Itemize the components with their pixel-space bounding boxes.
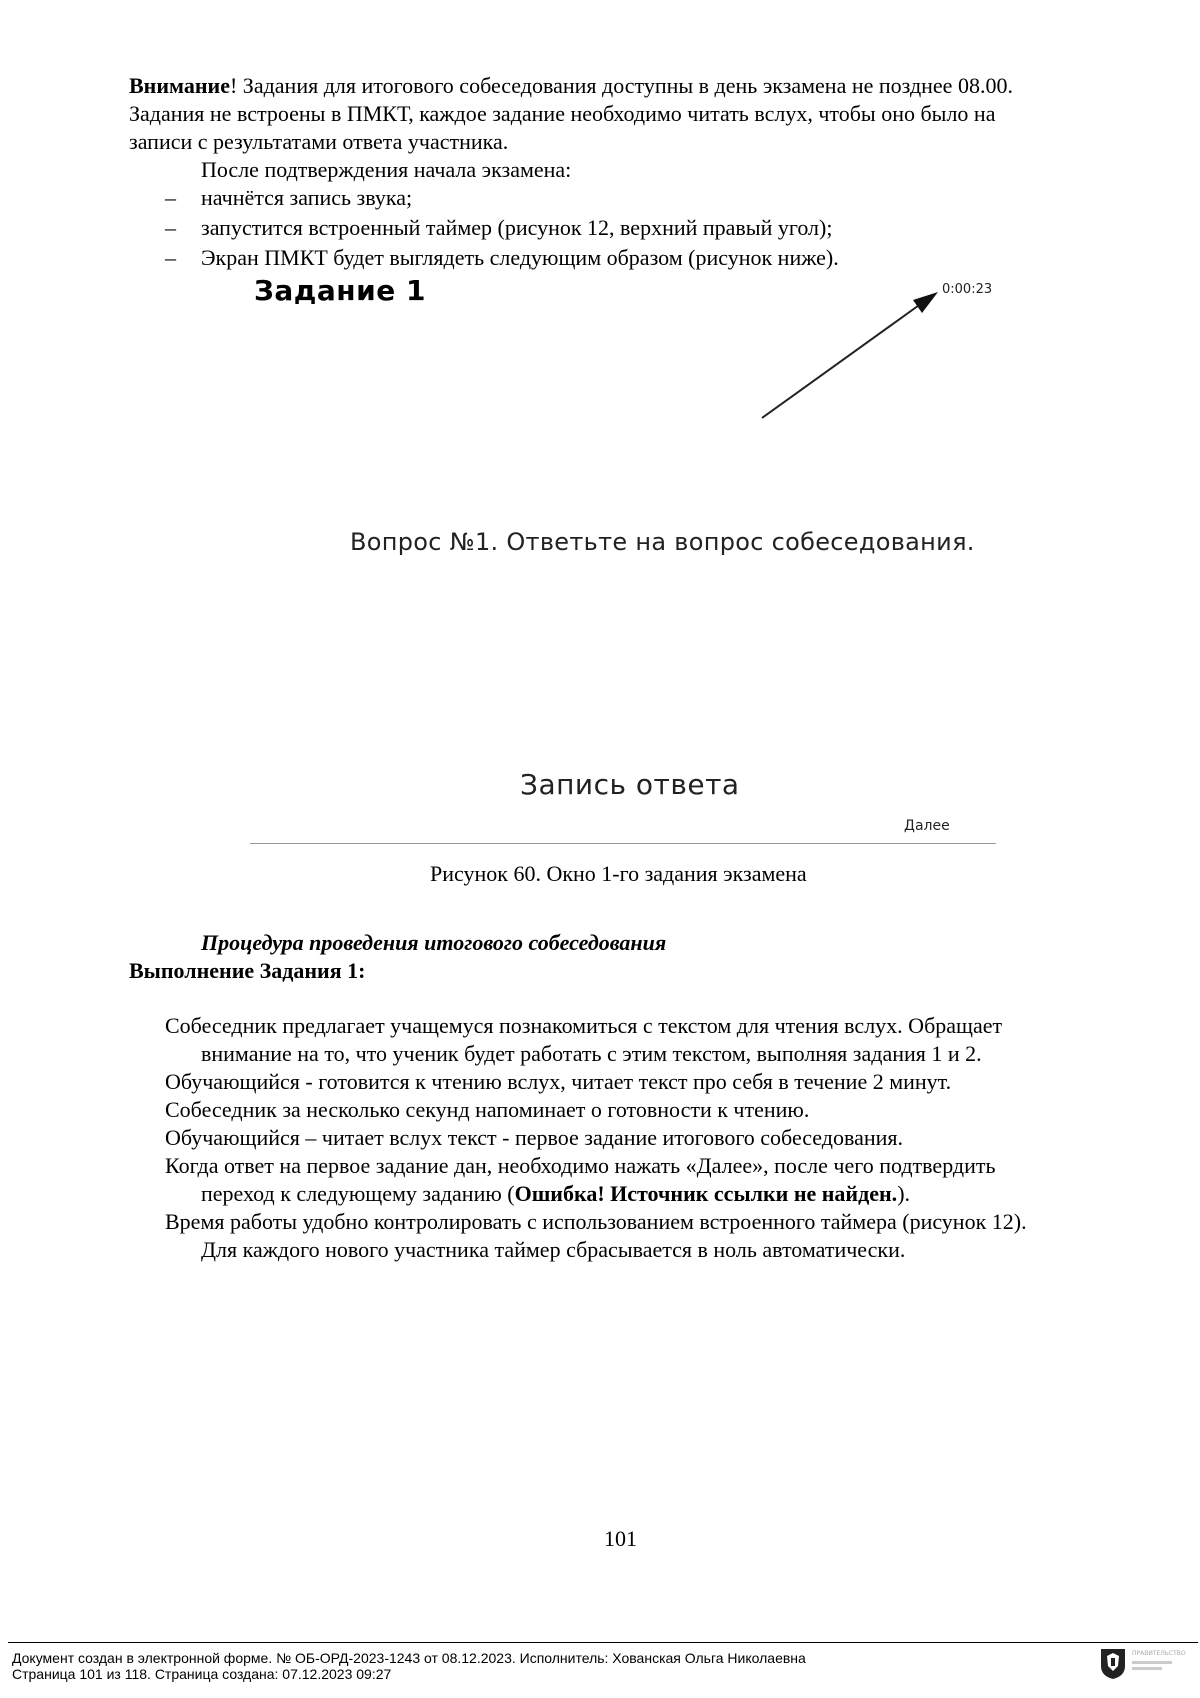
bullet-item: Экран ПМКТ будет выглядеть следующим образом (рисунок ниже). (201, 245, 839, 270)
bullet-item: начнётся запись звука; (201, 185, 413, 210)
reference-error: Ошибка! Источник ссылки не найден. (514, 1181, 898, 1206)
footer-line-1: Документ создан в электронной форме. № ОБ-ОРД-2023-1243 от 08.12.2023. Исполнитель: Хованская Ольга Николаевна (12, 1650, 806, 1666)
procedure-para-2: Обучающийся - готовится к чтению вслух, читает текст про себя в течение 2 минут. (165, 1069, 952, 1094)
para-5-text: переход к следующему заданию ( (201, 1181, 515, 1206)
arrow-annotation (750, 290, 950, 425)
procedure-para-5-line-2 (201, 1180, 910, 1208)
page-number: 101 (604, 1526, 637, 1551)
procedure-para-6-line-1: Время работы удобно контролировать с использованием встроенного таймера (рисунок 12). (165, 1209, 1027, 1234)
procedure-para-6-line-2: Для каждого нового участника таймер сбрасывается в ноль автоматически. (201, 1237, 906, 1262)
seal-text (1132, 1650, 1196, 1670)
procedure-subheading: Выполнение Задания 1: (129, 958, 366, 983)
intro-line-2: Задания не встроены в ПМКТ, каждое задание необходимо читать вслух, чтобы оно было на (129, 101, 996, 126)
bullet-item: запустится встроенный таймер (рисунок 12, верхний правый угол); (201, 215, 833, 240)
question-text: Вопрос №1. Ответьте на вопрос собеседования. (350, 528, 975, 556)
bullet-dash: – (165, 185, 176, 210)
timer-display: 0:00:23 (942, 282, 993, 297)
footer-line-2: Страница 101 из 118. Страница создана: 07.12.2023 09:27 (12, 1666, 392, 1682)
procedure-para-4: Обучающийся – читает вслух текст - первое задание итогового собеседования. (165, 1125, 903, 1150)
next-button[interactable]: Далее (904, 818, 950, 834)
task-title: Задание 1 (254, 274, 426, 307)
para-5-text-end: ). (897, 1181, 911, 1206)
intro-line-1-text: ! Задания для итогового собеседования доступны в день экзамена не позднее 08.00. (229, 73, 1013, 98)
procedure-para-3: Собеседник за несколько секунд напоминает о готовности к чтению. (165, 1097, 810, 1122)
intro-line-1 (129, 72, 1013, 100)
figure-divider (250, 843, 996, 844)
record-answer-label: Запись ответа (520, 768, 740, 801)
bullet-dash: – (165, 215, 176, 240)
attention-label: Внимание (129, 73, 230, 98)
coat-of-arms-icon (1098, 1646, 1128, 1680)
procedure-heading: Процедура проведения итогового собеседования (201, 930, 667, 955)
footer-divider (8, 1642, 1198, 1643)
seal-text-line: ПРАВИТЕЛЬСТВО (1132, 1650, 1186, 1657)
procedure-para-5-line-1: Когда ответ на первое задание дан, необходимо нажать «Далее», после чего подтвердить (165, 1153, 996, 1178)
intro-line-4: После подтверждения начала экзамена: (201, 157, 572, 182)
bullet-dash: – (165, 245, 176, 270)
procedure-para-1-line-1: Собеседник предлагает учащемуся познакомиться с текстом для чтения вслух. Обращает (165, 1013, 1003, 1038)
figure-caption: Рисунок 60. Окно 1-го задания экзамена (430, 861, 807, 886)
procedure-para-1-line-2: внимание на то, что ученик будет работать с этим текстом, выполняя задания 1 и 2. (201, 1041, 982, 1066)
intro-line-3: записи с результатами ответа участника. (129, 129, 509, 154)
